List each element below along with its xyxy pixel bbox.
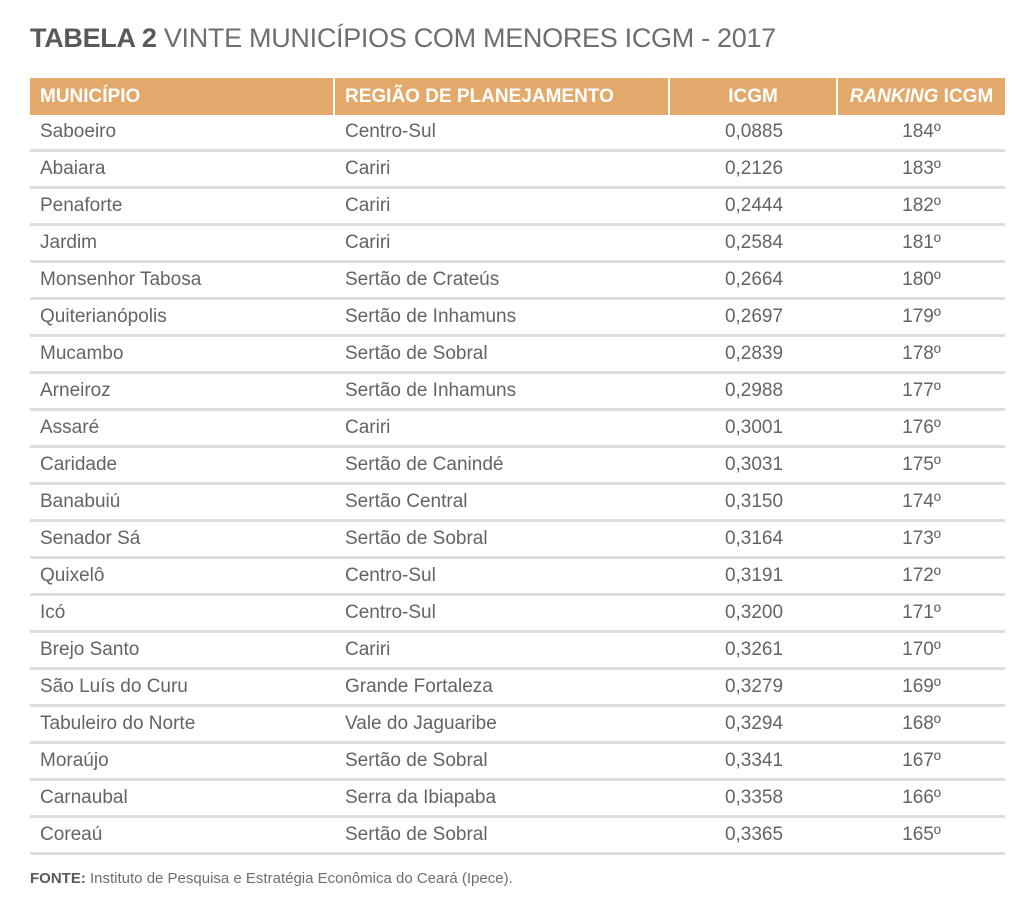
cell-icgm: 0,3261	[670, 633, 838, 670]
cell-municipio: Mucambo	[30, 337, 335, 374]
cell-municipio: São Luís do Curu	[30, 670, 335, 707]
table-row	[30, 374, 1005, 411]
cell-municipio: Assaré	[30, 411, 335, 448]
cell-municipio: Quiterianópolis	[30, 300, 335, 337]
cell-municipio: Monsenhor Tabosa	[30, 263, 335, 300]
cell-ranking: 175º	[838, 448, 1005, 485]
table-row	[30, 670, 1005, 707]
header-ranking	[838, 78, 1005, 115]
cell-ranking: 174º	[838, 485, 1005, 522]
cell-ranking: 170º	[838, 633, 1005, 670]
table-header	[30, 78, 1005, 115]
table-row	[30, 559, 1005, 596]
cell-icgm: 0,2664	[670, 263, 838, 300]
table-row	[30, 448, 1005, 485]
header-regiao: REGIÃO DE PLANEJAMENTO	[335, 78, 670, 115]
header-icgm: ICGM	[670, 78, 838, 115]
cell-icgm: 0,2126	[670, 152, 838, 189]
cell-regiao: Sertão Central	[335, 485, 670, 522]
table-row	[30, 596, 1005, 633]
table-row	[30, 300, 1005, 337]
cell-icgm: 0,2444	[670, 189, 838, 226]
cell-municipio: Abaiara	[30, 152, 335, 189]
table-caption: VINTE MUNICÍPIOS COM MENORES ICGM - 2017	[163, 23, 776, 53]
cell-municipio: Moraújo	[30, 744, 335, 781]
cell-municipio: Saboeiro	[30, 115, 335, 152]
cell-icgm: 0,2988	[670, 374, 838, 411]
cell-regiao: Sertão de Crateús	[335, 263, 670, 300]
cell-ranking: 166º	[838, 781, 1005, 818]
cell-icgm: 0,3191	[670, 559, 838, 596]
cell-municipio: Arneiroz	[30, 374, 335, 411]
cell-regiao: Centro-Sul	[335, 559, 670, 596]
cell-icgm: 0,3164	[670, 522, 838, 559]
header-ranking-italic: RANKING	[849, 85, 939, 107]
cell-regiao: Grande Fortaleza	[335, 670, 670, 707]
source-text: Instituto de Pesquisa e Estratégia Econômica do Ceará (Ipece).	[85, 870, 513, 887]
header-municipio: MUNICÍPIO	[30, 78, 335, 115]
cell-ranking: 168º	[838, 707, 1005, 744]
cell-ranking: 167º	[838, 744, 1005, 781]
table-number: TABELA 2	[30, 23, 157, 53]
cell-municipio: Tabuleiro do Norte	[30, 707, 335, 744]
cell-ranking: 181º	[838, 226, 1005, 263]
cell-ranking: 172º	[838, 559, 1005, 596]
table-row	[30, 818, 1005, 855]
cell-ranking: 173º	[838, 522, 1005, 559]
cell-ranking: 176º	[838, 411, 1005, 448]
cell-icgm: 0,3294	[670, 707, 838, 744]
cell-regiao: Centro-Sul	[335, 115, 670, 152]
cell-icgm: 0,0885	[670, 115, 838, 152]
cell-regiao: Centro-Sul	[335, 596, 670, 633]
cell-regiao: Sertão de Inhamuns	[335, 374, 670, 411]
cell-regiao: Sertão de Sobral	[335, 744, 670, 781]
table-row	[30, 781, 1005, 818]
table-row	[30, 189, 1005, 226]
cell-regiao: Vale do Jaguaribe	[335, 707, 670, 744]
cell-regiao: Cariri	[335, 411, 670, 448]
cell-ranking: 169º	[838, 670, 1005, 707]
cell-ranking: 177º	[838, 374, 1005, 411]
cell-municipio: Brejo Santo	[30, 633, 335, 670]
cell-regiao: Cariri	[335, 633, 670, 670]
cell-icgm: 0,3150	[670, 485, 838, 522]
cell-ranking: 171º	[838, 596, 1005, 633]
cell-regiao: Cariri	[335, 226, 670, 263]
cell-icgm: 0,3001	[670, 411, 838, 448]
cell-regiao: Sertão de Sobral	[335, 337, 670, 374]
cell-municipio: Banabuiú	[30, 485, 335, 522]
cell-municipio: Caridade	[30, 448, 335, 485]
cell-icgm: 0,3031	[670, 448, 838, 485]
cell-municipio: Jardim	[30, 226, 335, 263]
cell-regiao: Sertão de Canindé	[335, 448, 670, 485]
table-row	[30, 633, 1005, 670]
cell-municipio: Senador Sá	[30, 522, 335, 559]
cell-icgm: 0,3279	[670, 670, 838, 707]
table-row	[30, 411, 1005, 448]
table-body	[30, 115, 1005, 855]
table-row	[30, 522, 1005, 559]
table-title	[30, 22, 776, 54]
icgm-table	[30, 78, 1005, 855]
cell-ranking: 183º	[838, 152, 1005, 189]
cell-ranking: 180º	[838, 263, 1005, 300]
cell-regiao: Cariri	[335, 189, 670, 226]
table-row	[30, 337, 1005, 374]
cell-municipio: Carnaubal	[30, 781, 335, 818]
cell-icgm: 0,3365	[670, 818, 838, 855]
cell-icgm: 0,3200	[670, 596, 838, 633]
table-row	[30, 152, 1005, 189]
cell-ranking: 179º	[838, 300, 1005, 337]
cell-regiao: Sertão de Sobral	[335, 818, 670, 855]
source-label: FONTE:	[30, 870, 86, 887]
cell-municipio: Coreaú	[30, 818, 335, 855]
header-ranking-rest: ICGM	[938, 85, 994, 107]
cell-ranking: 178º	[838, 337, 1005, 374]
cell-icgm: 0,2697	[670, 300, 838, 337]
cell-regiao: Cariri	[335, 152, 670, 189]
source-note	[30, 870, 513, 887]
cell-ranking: 165º	[838, 818, 1005, 855]
cell-regiao: Sertão de Inhamuns	[335, 300, 670, 337]
table-row	[30, 485, 1005, 522]
cell-icgm: 0,3358	[670, 781, 838, 818]
table-row	[30, 707, 1005, 744]
table-row	[30, 226, 1005, 263]
cell-icgm: 0,3341	[670, 744, 838, 781]
cell-municipio: Quixelô	[30, 559, 335, 596]
cell-ranking: 184º	[838, 115, 1005, 152]
cell-regiao: Serra da Ibiapaba	[335, 781, 670, 818]
cell-icgm: 0,2839	[670, 337, 838, 374]
table-row	[30, 115, 1005, 152]
table-row	[30, 744, 1005, 781]
cell-municipio: Icó	[30, 596, 335, 633]
cell-municipio: Penaforte	[30, 189, 335, 226]
cell-icgm: 0,2584	[670, 226, 838, 263]
cell-regiao: Sertão de Sobral	[335, 522, 670, 559]
cell-ranking: 182º	[838, 189, 1005, 226]
table-row	[30, 263, 1005, 300]
